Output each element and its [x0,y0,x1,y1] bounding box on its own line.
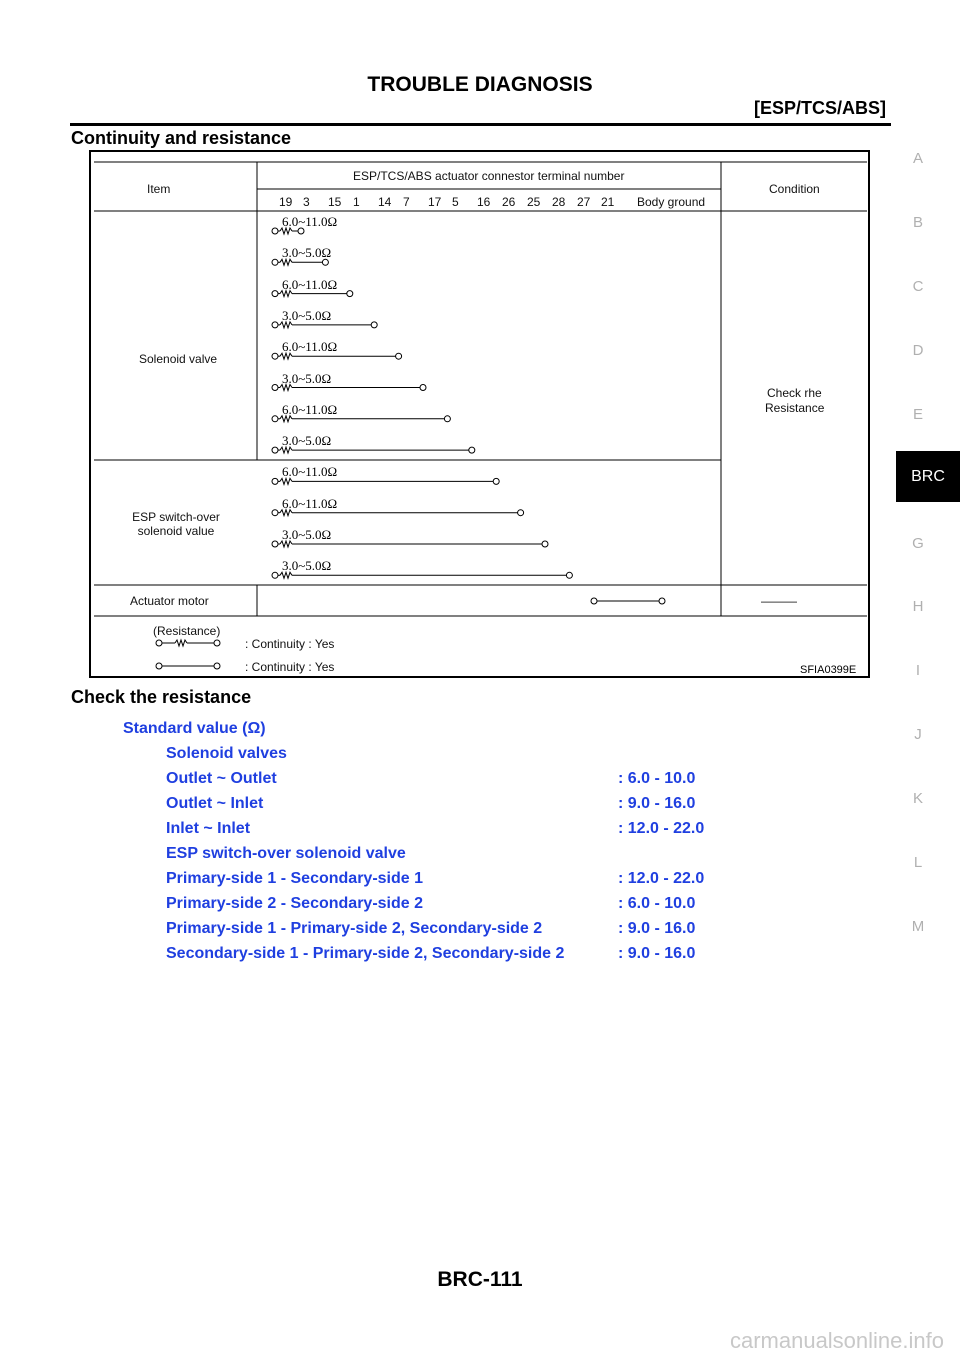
resistance-label: 6.0~11.0Ω [282,339,338,355]
header-rule [70,123,891,126]
row-condition-motor: ——— [761,594,797,608]
terminal-number: 19 [279,195,293,209]
terminal-circle-icon [591,598,597,604]
spec-item-value: : 12.0 - 22.0 [618,820,705,837]
terminal-number: 21 [601,195,615,209]
terminal-circle-icon [272,541,278,547]
spec-item-label: Primary-side 2 - Secondary-side 2 [166,895,423,912]
standard-value-label: Standard value (Ω) [123,720,266,737]
resistance-label: 6.0~11.0Ω [282,401,338,417]
side-tab-j: J [914,726,922,743]
terminal-circle-icon [542,541,548,547]
page-title: TROUBLE DIAGNOSIS [367,73,593,96]
side-tab-g: G [912,535,924,552]
terminal-number: 16 [477,195,491,209]
resistance-label: 6.0~11.0Ω [282,276,338,292]
resistance-label: 6.0~11.0Ω [282,495,338,511]
terminal-circle-icon [659,598,665,604]
spec-item-label: Secondary-side 1 - Primary-side 2, Secondary-side 2 [166,945,565,962]
spec-item-label: Primary-side 1 - Secondary-side 1 [166,870,423,887]
terminal-number: 1 [353,195,360,209]
spec-item-label: Outlet ~ Outlet [166,770,277,787]
terminal-number: 28 [552,195,566,209]
spec-item-label: Inlet ~ Inlet [166,820,251,837]
side-tab-brc: BRC [896,451,960,502]
terminal-circle-icon [396,353,402,359]
resistance-label: 3.0~5.0Ω [282,307,332,323]
spec-item-value: : 9.0 - 16.0 [618,920,696,937]
spec-item-value: : 9.0 - 16.0 [618,795,696,812]
legend-title: (Resistance) [153,624,221,638]
side-tab-c: C [912,278,924,295]
terminal-number: 5 [452,195,459,209]
terminal-circle-icon [444,416,450,422]
terminal-circle-icon [493,478,499,484]
terminal-circle-icon [272,572,278,578]
body-ground-header: Body ground [637,195,706,209]
terminal-circle-icon [272,259,278,265]
terminal-number: 26 [502,195,516,209]
spec-item-value: : 12.0 - 22.0 [618,870,705,887]
terminal-circle-icon [214,640,220,646]
terminal-circle-icon [272,385,278,391]
legend-resistance-text: : Continuity : Yes [245,637,335,651]
side-tab-l: L [913,854,923,871]
section-heading-continuity: Continuity and resistance [71,128,292,148]
terminal-circle-icon [469,447,475,453]
side-tab-d: D [912,342,924,359]
terminal-number: 7 [403,195,410,209]
col-condition-header: Condition [769,182,820,196]
section-heading-check: Check the resistance [71,687,252,707]
spec-item-label: Primary-side 1 - Primary-side 2, Secondary-side 2 [166,920,543,937]
side-tab-e: E [912,406,923,423]
row-item-actuator-motor: Actuator motor [130,594,209,608]
terminal-circle-icon [347,291,353,297]
spec-item-value: : 6.0 - 10.0 [618,770,696,787]
terminal-circle-icon [371,322,377,328]
terminal-number: 3 [303,195,310,209]
resistance-label: 3.0~5.0Ω [282,527,332,542]
terminal-circle-icon [214,663,220,669]
side-tab-h: H [912,598,924,615]
terminal-circle-icon [566,572,572,578]
spec-group-title: ESP switch-over solenoid valve [166,845,406,862]
resistance-label: 3.0~5.0Ω [282,558,332,574]
col-terminal-header: ESP/TCS/ABS actuator connestor terminal number [353,169,625,183]
side-tab-a: A [912,150,923,167]
terminal-number: 14 [378,195,392,209]
figure-code: SFIA0399E [800,664,857,676]
terminal-circle-icon [272,228,278,234]
terminal-circle-icon [272,291,278,297]
resistance-label: 6.0~11.0Ω [282,214,338,229]
resistance-label: 6.0~11.0Ω [282,464,338,480]
side-tab-k: K [912,790,923,807]
resistance-label: 3.0~5.0Ω [282,433,332,449]
resistance-label: 3.0~5.0Ω [282,245,332,261]
side-tab-b: B [912,214,923,231]
terminal-number: 15 [328,195,342,209]
side-tab-i: I [915,662,921,679]
legend-continuity-text: : Continuity : Yes [245,660,335,674]
row-item-esp-switch: ESP switch-over solenoid value [132,510,220,538]
terminal-circle-icon [272,353,278,359]
row-item-solenoid: Solenoid valve [139,352,218,366]
terminal-number: 25 [527,195,541,209]
terminal-circle-icon [420,385,426,391]
resistance-label: 3.0~5.0Ω [282,370,332,386]
terminal-number: 17 [428,195,442,209]
terminal-circle-icon [272,510,278,516]
resistor-icon [175,640,187,646]
watermark: carmanualsonline.info [729,1328,944,1353]
terminal-number: 27 [577,195,591,209]
terminal-circle-icon [156,663,162,669]
condition-line1: Check rhe [767,386,822,400]
side-tab-m: M [911,918,925,935]
terminal-circle-icon [518,510,524,516]
spec-item-value: : 9.0 - 16.0 [618,945,696,962]
page-number: BRC-111 [437,1268,523,1291]
terminal-circle-icon [272,322,278,328]
continuity-figure [89,150,870,678]
col-item-header: Item [147,182,171,196]
page-subtitle: [ESP/TCS/ABS] [753,98,886,118]
spec-item-value: : 6.0 - 10.0 [618,895,696,912]
terminal-circle-icon [272,447,278,453]
terminal-circle-icon [272,478,278,484]
condition-line2: Resistance [765,401,825,415]
terminal-circle-icon [156,640,162,646]
spec-group-title: Solenoid valves [166,745,287,762]
spec-item-label: Outlet ~ Inlet [166,795,264,812]
terminal-circle-icon [272,416,278,422]
